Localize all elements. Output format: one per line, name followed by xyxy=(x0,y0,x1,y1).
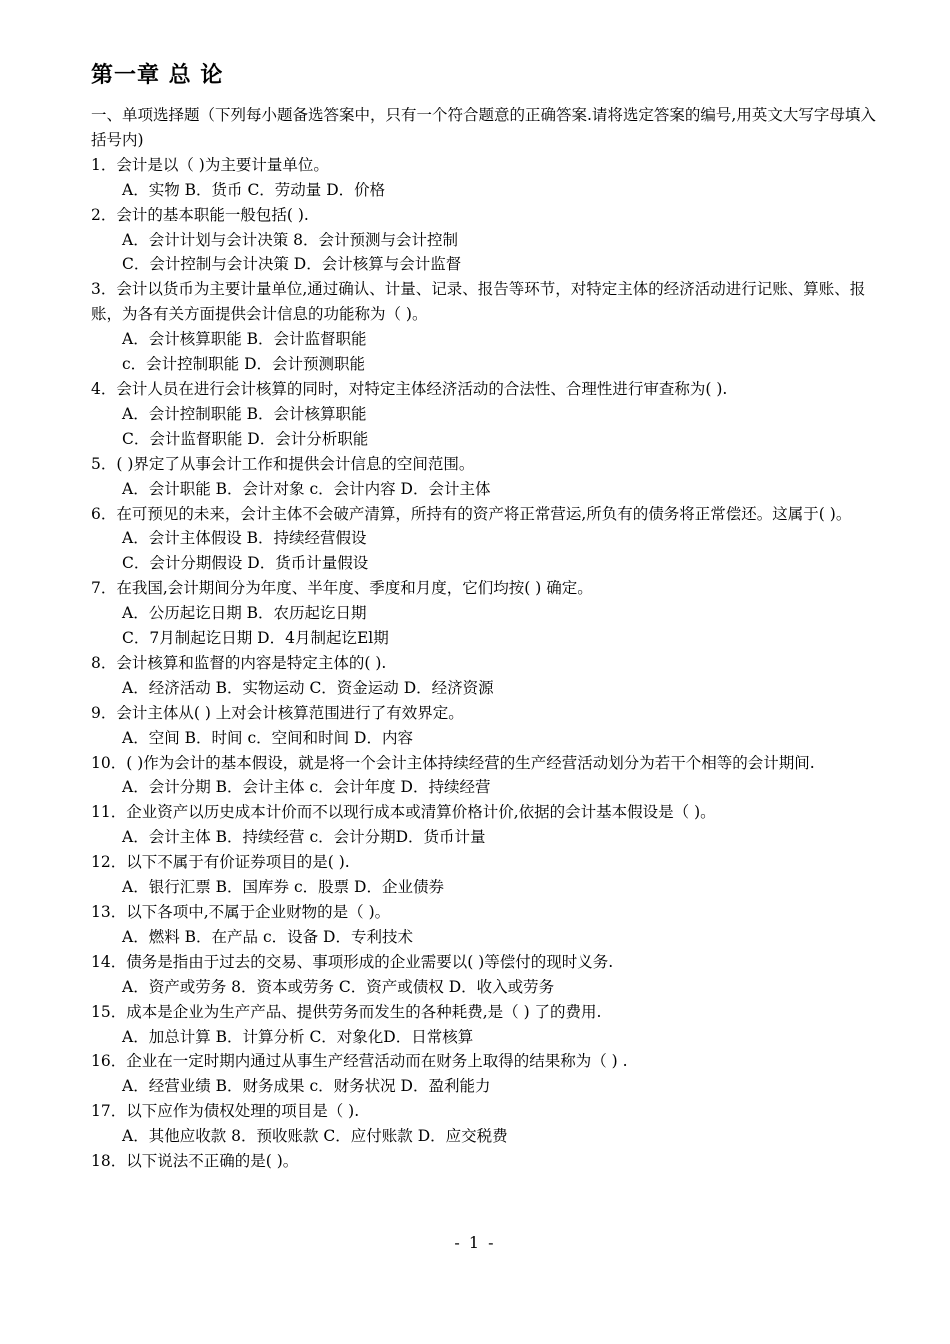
question-text: 7．在我国,会计期间分为年度、半年度、季度和月度，它们均按( ) 确定。 xyxy=(91,579,593,598)
answer-options: C．会计分期假设 D．货币计量假设 xyxy=(122,554,369,573)
answer-options: C．7月制起讫日期 D．4月制起讫El期 xyxy=(122,629,389,648)
question-text: 18．以下说法不正确的是( )。 xyxy=(91,1152,299,1171)
answer-options: A．燃料 B．在产品 c．设备 D．专利技术 xyxy=(122,927,413,946)
question-text: 8．会计核算和监督的内容是特定主体的( ). xyxy=(91,653,387,672)
answer-options: A．银行汇票 B．国库券 c．股票 D．企业债券 xyxy=(122,878,444,897)
question-text: 6．在可预见的未来，会计主体不会破产清算，所持有的资产将正常营运,所负有的债务将正常偿还。这属于( )。 xyxy=(91,504,852,523)
answer-options: A．经济活动 B．实物运动 C．资金运动 D．经济资源 xyxy=(122,678,494,697)
answer-options: A．空间 B．时间 c．空间和时间 D．内容 xyxy=(122,728,413,747)
question-list xyxy=(91,103,886,1174)
answer-options: A．会计控制职能 B．会计核算职能 xyxy=(122,404,367,423)
question-text: 9．会计主体从( ) 上对会计核算范围进行了有效界定。 xyxy=(91,703,464,722)
question-text: 17．以下应作为债权处理的项目是（ ). xyxy=(91,1102,360,1121)
question-text: 2．会计的基本职能一般包括( ). xyxy=(91,205,309,224)
answer-options: A．会计核算职能 B．会计监督职能 xyxy=(122,330,367,349)
answer-options: A．资产或劳务 8．资本或劳务 C．资产或债权 D．收入或劳务 xyxy=(122,977,555,996)
answer-options: C．会计控制与会计决策 D．会计核算与会计监督 xyxy=(122,255,462,274)
question-text: 13．以下各项中,不属于企业财物的是（ )。 xyxy=(91,903,391,921)
question-text: 15．成本是企业为生产产品、提供劳务而发生的各种耗费,是（ ) 了的费用. xyxy=(91,1002,602,1021)
answer-options: A．公历起讫日期 B．农历起讫日期 xyxy=(122,604,367,623)
question-text: 11．企业资产以历史成本计价而不以现行成本或清算价格计价,依据的会计基本假设是（ )。 xyxy=(91,803,716,822)
answer-options: A．会计主体 B．持续经营 c．会计分期D．货币计量 xyxy=(122,828,486,847)
answer-options: A．其他应收款 8．预收账款 C．应付账款 D．应交税费 xyxy=(122,1127,508,1146)
answer-options: C．会计监督职能 D．会计分析职能 xyxy=(122,429,369,448)
question-text: 3．会计以货币为主要计量单位,通过确认、计量、记录、报告等环节，对特定主体的经济活动进行记账、算账、报账，为各有关方面提供会计信息的功能称为（ )。 xyxy=(91,280,866,324)
question-text: 12．以下不属于有价证券项目的是( ). xyxy=(91,853,350,872)
question-text: 5．( )界定了从事会计工作和提供会计信息的空间范围。 xyxy=(91,454,475,473)
answer-options: A．加总计算 B．计算分析 C．对象化D．日常核算 xyxy=(122,1027,474,1046)
chapter-title: 第一章 总 论 xyxy=(91,62,224,88)
question-text: 16．企业在一定时期内通过从事生产经营活动而在财务上取得的结果称为（ ) . xyxy=(91,1052,628,1071)
answer-options: A．会计计划与会计决策 8．会计预测与会计控制 xyxy=(122,230,458,249)
question-text: 一、单项选择题（下列每小题备选答案中，只有一个符合题意的正确答案.请将选定答案的编号,用英文大写字母填入括号内) xyxy=(91,106,876,149)
answer-options: A．会计职能 B．会计对象 c．会计内容 D．会计主体 xyxy=(122,479,491,498)
question-text: 14．债务是指由于过去的交易、事项形成的企业需要以( )等偿付的现时义务. xyxy=(91,952,614,971)
question-text: 10．( )作为会计的基本假设，就是将一个会计主体持续经营的生产经营活动划分为若干个相等的会计期间. xyxy=(91,753,815,772)
answer-options: A．经营业绩 B．财务成果 c．财务状况 D．盈利能力 xyxy=(122,1077,491,1096)
question-text: 4．会计人员在进行会计核算的同时，对特定主体经济活动的合法性、合理性进行审查称为( ). xyxy=(91,379,728,398)
answer-options: A．会计分期 B．会计主体 c．会计年度 D．持续经营 xyxy=(122,778,491,797)
answer-options: A．会计主体假设 B．持续经营假设 xyxy=(122,529,367,548)
answer-options: c．会计控制职能 D．会计预测职能 xyxy=(122,355,366,374)
question-text: 1．会计是以（ )为主要计量单位。 xyxy=(91,155,329,174)
answer-options: A．实物 B．货币 C．劳动量 D．价格 xyxy=(122,180,386,199)
page-number: - 1 - xyxy=(454,1233,496,1252)
